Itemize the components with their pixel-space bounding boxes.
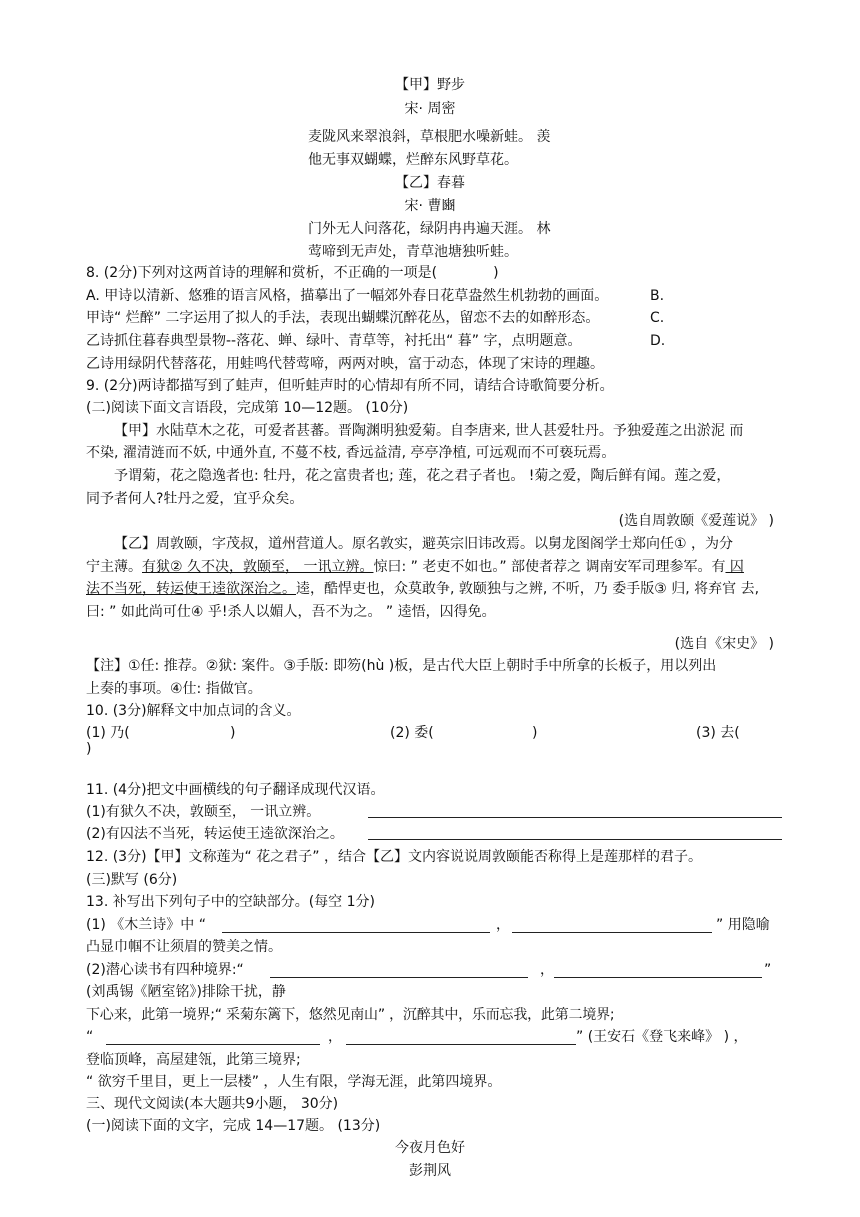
poem-jia-line1: 麦陇风来翠浪斜，草根肥水噪新蛙。 羡 xyxy=(308,129,551,145)
poem-jia-line2: 他无事双蝴蝶，烂醉东风野草花。 xyxy=(308,152,518,168)
note-line2: 上奏的事项。④仕: 指做官。 xyxy=(86,681,262,697)
q13-1-suffix: ” 用隐喻 xyxy=(716,917,770,933)
q13-2-line2: (刘禹锡《陋室铭》)排除干扰，静 xyxy=(86,984,286,1000)
q10-item3: (3) 去( xyxy=(696,725,740,741)
q8-option-c-label: C. xyxy=(650,310,665,326)
q8-option-d-label: D. xyxy=(650,333,666,349)
q13-stem: 13. 补写出下列句子中的空缺部分。(每空 1分) xyxy=(86,894,375,910)
q9-stem: 9. (2分)两诗都描写到了蛙声，但听蛙声时的心情却有所不同，请结合诗歌简要分析。 xyxy=(86,378,614,394)
article-title: 今夜月色好 xyxy=(395,1140,465,1156)
q11-stem: 11. (4分)把文中画横线的句子翻译成现代汉语。 xyxy=(86,782,385,798)
q13-2-prefix: (2)潜心读书有四种境界:“ xyxy=(86,962,244,978)
q10-item2: (2) 委( xyxy=(390,725,434,741)
passage-jia-source: (选自周敦颐《爱莲说》 ) xyxy=(618,513,774,529)
passage-yi-source: (选自《宋史》 ) xyxy=(674,636,774,652)
passage-yi-line2-mid: 惊曰: ” 老吏不如也。” 部使者荐之 调南安军司理参军。有 xyxy=(373,559,726,575)
q11-answer1-line[interactable] xyxy=(368,803,782,818)
poem-yi-line2: 莺啼到无声处，青草池塘独听蛙。 xyxy=(308,244,518,260)
q10-item2-close: ) xyxy=(532,725,538,741)
section-modern-title: (一)阅读下面的文字，完成 14—17题。 (13分) xyxy=(86,1118,381,1134)
poem-yi-author: 宋· 曹豳 xyxy=(404,198,456,214)
poem-jia-title: 【甲】野步 xyxy=(395,77,465,93)
poem-yi-title: 【乙】春暮 xyxy=(395,175,465,191)
q11-sentence1: (1)有狱久不决，敦颐至， 一讯立辨。 xyxy=(86,804,321,820)
passage-jia-p1-line1: 【甲】水陆草木之花，可爱者甚蕃。晋陶渊明独爱菊。自李唐来, 世人甚爱牡丹。予独爱莲之出淤泥 而 xyxy=(114,423,744,439)
q13-2-line5: 登临顶峰，高屋建瓴，此第三境界; xyxy=(86,1052,301,1068)
q13-2-blank4[interactable] xyxy=(346,1030,576,1045)
note-line1: 【注】①任: 推荐。②狱: 案件。③手版: 即笏(hù )板，是古代大臣上朝时手中所拿的长板子，用以列出 xyxy=(86,658,717,674)
passage-jia-p2-line1: 予谓菊，花之隐逸者也: 牡丹，花之富贵者也; 莲，花之君子者也。 !菊之爱，陶后鲜有闻。莲之爱， xyxy=(114,468,731,484)
q13-2-line4-open: “ xyxy=(86,1029,94,1045)
q10-stem: 10. (3分)解释文中加点词的含义。 xyxy=(86,703,301,719)
q8-option-a: A. 甲诗以清新、悠雅的语言风格，描摹出了一幅郊外春日花草盎然生机勃勃的画面。 xyxy=(86,288,609,304)
q8-option-b: 甲诗“ 烂醉” 二字运用了拟人的手法，表现出蝴蝶沉醉花丛，留恋不去的如醉形态。 xyxy=(86,310,600,326)
q13-1-line2: 凸显巾帼不让须眉的赞美之情。 xyxy=(86,939,282,955)
article-author: 彭荆风 xyxy=(409,1163,451,1179)
q11-answer2-line[interactable] xyxy=(368,825,782,840)
q13-2-close: ” xyxy=(764,962,772,978)
poem-jia-author: 宋· 周密 xyxy=(404,101,456,117)
passage-jia-p1-line2: 不染, 濯清涟而不妖, 中通外直, 不蔓不枝, 香远益清, 亭亭净植, 可远观而不可亵玩焉。 xyxy=(86,445,616,461)
q10-item1-close: ) xyxy=(230,725,236,741)
section2-title: (二)阅读下面文言语段，完成第 10—12题。 (10分) xyxy=(86,400,409,416)
q13-2-blank3[interactable] xyxy=(106,1030,320,1045)
q13-2-line4-suffix: ” (王安石《登飞来峰》 ) ， xyxy=(576,1029,748,1045)
q8-option-c: 乙诗抓住暮春典型景物--落花、蝉、绿叶、青草等，衬托出“ 暮” 字，点明题意。 xyxy=(86,333,582,349)
q13-2-blank2[interactable] xyxy=(554,963,762,978)
q13-1-blank2[interactable] xyxy=(512,918,712,933)
passage-yi-line3-rest: 逵，酷悍吏也，众莫敢争, 敦颐独与之辨, 不听，乃 委手版③ 归, 将弃官 去, xyxy=(296,581,760,597)
q13-1-comma: ， xyxy=(496,917,510,933)
q13-2-blank1[interactable] xyxy=(270,963,528,978)
q8-option-b-label: B. xyxy=(650,288,665,304)
q13-2-line4-comma: ， xyxy=(328,1029,342,1045)
passage-yi-line3 xyxy=(86,580,759,598)
underlined-sentence-1: 有狱② 久不决，敦颐至， 一讯立辨。 xyxy=(142,559,374,575)
q8-option-d: 乙诗用绿阴代替落花，用蛙鸣代替莺啼，两两对映，富于动态，体现了宋诗的理趣。 xyxy=(86,356,604,372)
q13-1-prefix: (1) 《木兰诗》中 “ xyxy=(86,917,206,933)
underlined-sentence-2-start: 囚 xyxy=(725,559,744,575)
passage-yi-line2 xyxy=(86,558,744,576)
q10-item1: (1) 乃( xyxy=(86,725,130,741)
underlined-sentence-2-end: 法不当死，转运使王逵欲深治之。 xyxy=(86,581,296,597)
part3-title: 三、现代文阅读(本大题共9小题， 30分) xyxy=(86,1096,339,1112)
q8-stem: 8. (2分)下列对这两首诗的理解和赏析，不正确的一项是( ) xyxy=(86,265,499,281)
q11-sentence2: (2)有囚法不当死，转运使王逵欲深治之。 xyxy=(86,826,344,842)
q10-item3-close: ) xyxy=(86,741,92,757)
passage-jia-p2-line2: 同予者何人?牡丹之爱，宜乎众矣。 xyxy=(86,491,304,507)
q13-2-line6: “ 欲穷千里目，更上一层楼” ，人生有限，学海无涯，此第四境界。 xyxy=(86,1074,502,1090)
q13-2-comma: ， xyxy=(540,962,554,978)
poem-yi-line1: 门外无人问落花，绿阴冉冉遍天涯。 林 xyxy=(308,221,551,237)
passage-yi-line2-start: 宁主薄。 xyxy=(86,559,142,575)
section3-title: (三)默写 (6分) xyxy=(86,872,178,888)
q13-1-blank1[interactable] xyxy=(222,918,490,933)
q12-stem: 12. (3分)【甲】文称莲为“ 花之君子” ，结合【乙】文内容说说周敦颐能否称得上是莲那样的君子。 xyxy=(86,849,702,865)
passage-yi-line1: 【乙】周敦颐，字茂叔，道州营道人。原名敦实，避英宗旧讳改焉。以舅龙图阁学士郑向任① ，为分 xyxy=(114,536,733,552)
passage-yi-line4: 曰: ” 如此尚可仕④ 乎!杀人以媚人，吾不为之。 ” 逵悟，囚得免。 xyxy=(86,604,496,620)
q13-2-line3: 下心来，此第一境界;“ 采菊东篱下，悠然见南山” ，沉醉其中，乐而忘我，此第二境界; xyxy=(86,1007,615,1023)
